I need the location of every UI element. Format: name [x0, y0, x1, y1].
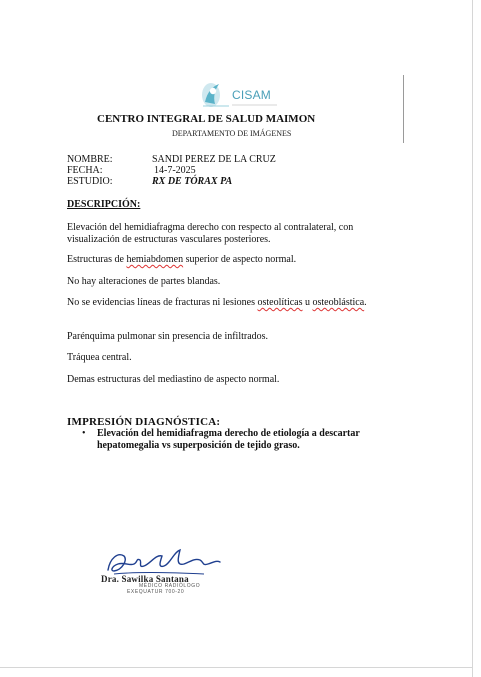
- description-paragraph-2: [67, 254, 402, 266]
- description-paragraph-5: Parénquima pulmonar sin presencia de infiltrados.: [67, 331, 269, 342]
- description-paragraph-6: Tráquea central.: [67, 352, 132, 363]
- signature-role: MÉDICO RADIÓLOGO: [139, 583, 201, 589]
- page-edge-bottom: [0, 667, 473, 668]
- description-heading: DESCRIPCIÓN:: [67, 199, 141, 210]
- name-value: SANDI PEREZ DE LA CRUZ: [152, 154, 276, 165]
- institution-title: CENTRO INTEGRAL DE SALUD MAIMON: [97, 113, 316, 125]
- paragraph-text: u: [302, 297, 313, 308]
- date-value: 14-7-2025: [154, 165, 196, 176]
- spellcheck-flagged-word: osteolíticas: [257, 297, 303, 308]
- department-title: DEPARTAMENTO DE IMÁGENES: [172, 129, 292, 138]
- date-label: FECHA:: [67, 165, 103, 176]
- paragraph-text: superior de aspecto normal.: [183, 254, 297, 265]
- description-paragraph-3: No hay alteraciones de partes blandas.: [67, 276, 221, 287]
- study-label: ESTUDIO:: [67, 176, 113, 187]
- bullet-icon: •: [82, 428, 86, 439]
- page-edge-right: [472, 0, 473, 677]
- impression-item: Elevación del hemidiafragma derecho de etiología a descartar hepatomegalia vs superposición de tejido graso.: [97, 428, 360, 451]
- paragraph-text: Estructuras de: [67, 254, 127, 265]
- name-label: NOMBRE:: [67, 154, 113, 165]
- signature-exequatur: EXEQUATUR 700-20: [127, 589, 185, 595]
- study-value: RX DE TÓRAX PA: [152, 176, 233, 187]
- paragraph-text: No se evidencias líneas de fracturas ni lesiones: [67, 297, 258, 308]
- description-paragraph-1: Elevación del hemidiafragma derecho con respecto al contralateral, con visualización de estructuras vasculares posteriores.: [67, 222, 354, 245]
- description-paragraph-4: [67, 297, 402, 309]
- paragraph-text: .: [364, 297, 367, 308]
- signature-icon: [104, 544, 224, 578]
- logo-text: CISAM: [232, 88, 272, 102]
- spellcheck-flagged-word: hemiabdomen: [126, 254, 184, 265]
- signature-name: Dra. Sawilka Santana: [101, 574, 189, 584]
- impression-heading: IMPRESIÓN DIAGNÓSTICA:: [67, 416, 221, 428]
- spellcheck-flagged-word: osteoblástica: [312, 297, 365, 308]
- margin-indicator: [403, 75, 404, 143]
- description-paragraph-7: Demas estructuras del mediastino de aspecto normal.: [67, 374, 280, 385]
